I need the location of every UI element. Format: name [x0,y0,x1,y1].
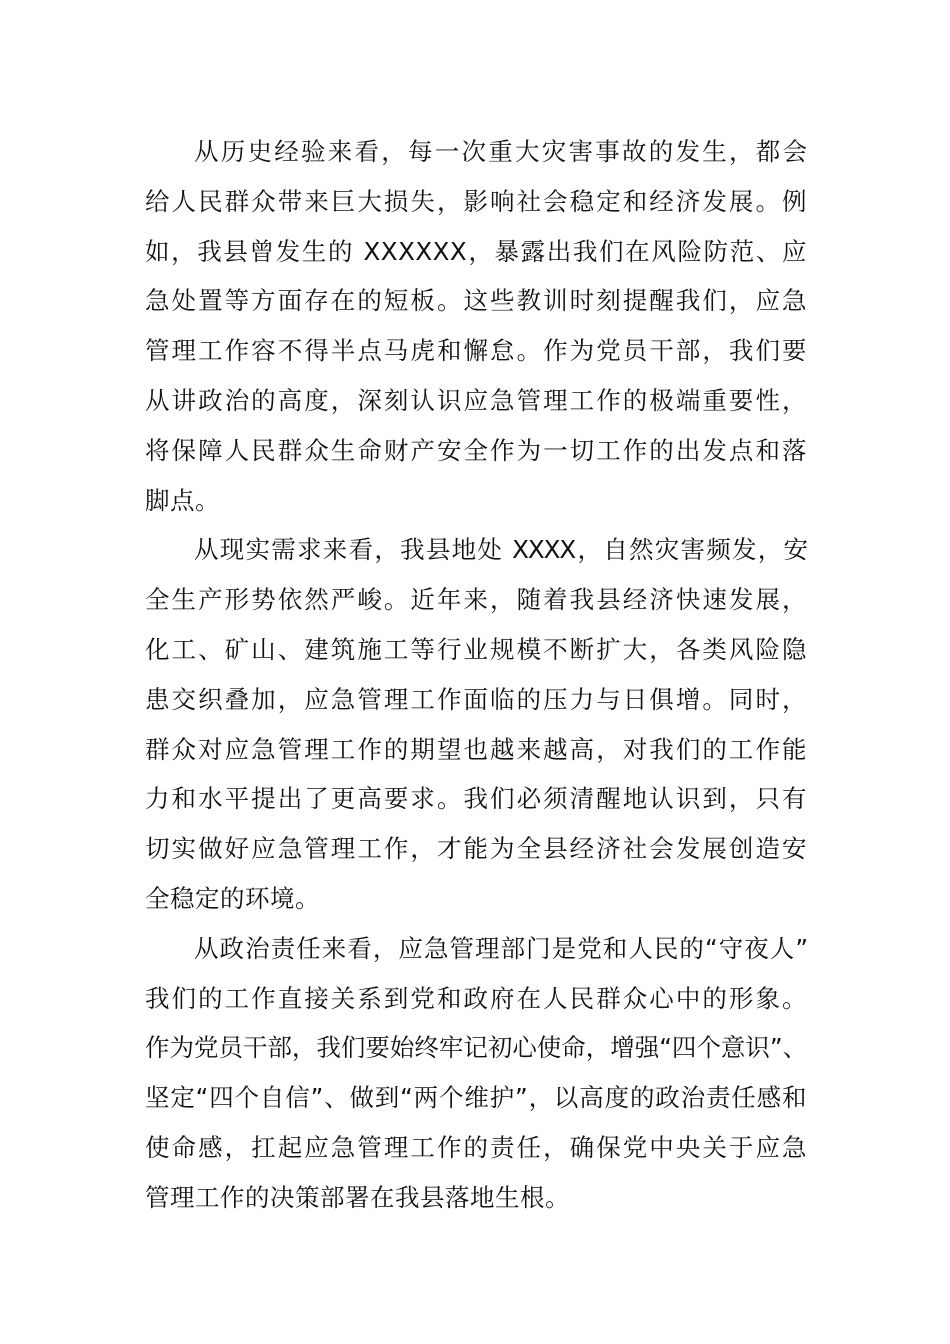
text-line: 从政治责任来看，应急管理部门是党和人民的“守夜人” [194,933,807,963]
text-line: 管理工作容不得半点马虎和懈怠。作为党员干部，我们要 [145,336,807,366]
text-line: 化工、矿山、建筑施工等行业规模不断扩大，各类风险隐 [145,634,807,664]
text-line: 我们的工作直接关系到党和政府在人民群众心中的形象。 [145,983,807,1013]
paragraph-historical-experience [145,127,807,525]
text-line: 使命感，扛起应急管理工作的责任，确保党中央关于应急 [145,1132,807,1162]
text-line: 患交织叠加，应急管理工作面临的压力与日俱增。同时， [145,684,807,714]
text-line: 全生产形势依然严峻。近年来，随着我县经济快速发展， [145,585,807,615]
text-line: 给人民群众带来巨大损失，影响社会稳定和经济发展。例 [145,186,807,216]
text-line: 切实做好应急管理工作，才能为全县经济社会发展创造安 [145,834,807,864]
text-line: 从讲政治的高度，深刻认识应急管理工作的极端重要性， [145,385,807,415]
document-body [145,127,807,1223]
text-line: 如，我县曾发生的 XXXXXX，暴露出我们在风险防范、应 [145,236,807,266]
paragraph-practical-needs [145,525,807,923]
text-line: 力和水平提出了更高要求。我们必须清醒地认识到，只有 [145,784,807,814]
paragraph-political-responsibility [145,924,807,1223]
text-line: 全稳定的环境。 [145,883,320,913]
text-line: 管理工作的决策部署在我县落地生根。 [145,1182,570,1212]
text-line: 坚定“四个自信”、做到“两个维护”，以高度的政治责任感和 [145,1083,807,1113]
text-line: 脚点。 [145,485,220,515]
text-line: 群众对应急管理工作的期望也越来越高，对我们的工作能 [145,734,807,764]
text-line: 急处置等方面存在的短板。这些教训时刻提醒我们，应急 [145,286,807,316]
text-line: 作为党员干部，我们要始终牢记初心使命，增强“四个意识”、 [145,1033,807,1063]
text-line: 从现实需求来看，我县地处 XXXX，自然灾害频发，安 [194,535,807,565]
text-line: 从历史经验来看，每一次重大灾害事故的发生，都会 [194,137,807,166]
text-line: 将保障人民群众生命财产安全作为一切工作的出发点和落 [145,435,807,465]
